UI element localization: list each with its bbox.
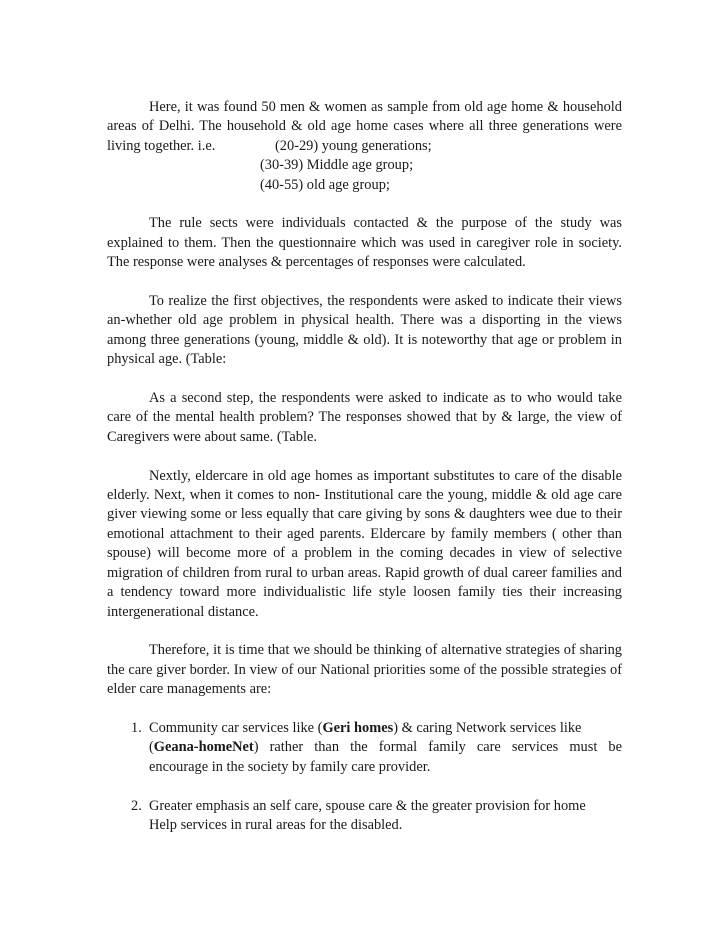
text-line: As a second step, the respondents were asked to indicate as to who would take: [149, 390, 622, 407]
list-item: [131, 797, 622, 836]
text-fragment: ) rather than the formal family care services must be: [253, 739, 622, 756]
text-line: elderly. Next, when it comes to non- Institutional care the young, middle & old age care: [107, 487, 622, 504]
age-group-old: (40-55) old age group;: [260, 176, 390, 193]
text-line: explained to them. Then the questionnaire which was used in caregiver role in society.: [107, 234, 622, 251]
text-line: [149, 719, 622, 738]
text-fragment: (: [149, 739, 154, 756]
text-line: care of the mental health problem? The responses showed that by & large, the view of: [107, 409, 622, 426]
text-line: Nextly, eldercare in old age homes as important substitutes to care of the disable: [149, 467, 622, 484]
bold-term-geana-homenet: Geana-homeNet: [153, 739, 254, 756]
text-line: Greater emphasis an self care, spouse care & the greater provision for home: [149, 797, 586, 814]
text-line: To realize the first objectives, the respondents were asked to indicate their views: [149, 293, 622, 310]
paragraph-second-step: [107, 389, 622, 447]
text-line: migration of children from rural to urban areas. Rapid growth of dual career families and: [107, 564, 622, 581]
paragraph-method: [107, 214, 622, 272]
text-line: a tendency toward more individualistic life style loosen family ties their increasing: [107, 584, 622, 601]
text-line: spouse) will become more of a problem in the coming decades in view of selective: [107, 545, 622, 562]
text-line: among three generations (young, middle & old). It is noteworthy that age or problem in: [107, 331, 622, 348]
text-line: elder care managements are:: [107, 681, 272, 698]
age-group-middle: (30-39) Middle age group;: [260, 157, 414, 174]
list-item-number: 1.: [131, 719, 142, 736]
text-line: emotional attachment to their aged parents. Eldercare by family members ( other than: [107, 525, 622, 542]
text-line: intergenerational distance.: [107, 603, 259, 620]
text-line: giver viewing some or less equally that care giving by sons & daughters wee due to their: [107, 506, 622, 523]
text-line: The response were analyses & percentages of responses were calculated.: [107, 254, 526, 271]
text-line: physical age. (Table:: [107, 351, 227, 368]
text-line: Caregivers were about same. (Table.: [107, 428, 317, 445]
text-fragment: Community car services like (: [149, 719, 323, 736]
list-item-number: 2.: [131, 797, 142, 814]
text-line: The rule sects were individuals contacted & the purpose of the study was: [149, 215, 622, 232]
paragraph-eldercare: [107, 467, 622, 622]
text-line: Help services in rural areas for the disabled.: [149, 816, 403, 833]
paragraph-first-objective: [107, 292, 622, 370]
text-line-lead: living together. i.e.: [107, 137, 216, 154]
strategies-list: [131, 719, 622, 835]
text-line: the care giver border. In view of our National priorities some of the possible strategies of: [107, 661, 622, 678]
paragraph-strategies: [107, 641, 622, 699]
document-page: [107, 98, 622, 855]
text-line: areas of Delhi. The household & old age home cases where all three generations were: [107, 118, 622, 135]
bold-term-geri-homes: Geri homes: [322, 719, 394, 736]
list-item: [131, 719, 622, 777]
text-line: an-whether old age problem in physical health. There was a disporting in the views: [107, 312, 622, 329]
paragraph-sample-description: [107, 98, 622, 195]
text-line: [107, 137, 622, 156]
text-line: Here, it was found 50 men & women as sample from old age home & household: [149, 99, 622, 115]
text-fragment: ) & caring Network services like: [393, 719, 582, 736]
text-line: encourage in the society by family care provider.: [149, 758, 431, 775]
text-line: [149, 738, 622, 757]
age-group-young: (20-29) young generations;: [275, 137, 432, 154]
text-line: Therefore, it is time that we should be thinking of alternative strategies of sharing: [149, 642, 622, 659]
